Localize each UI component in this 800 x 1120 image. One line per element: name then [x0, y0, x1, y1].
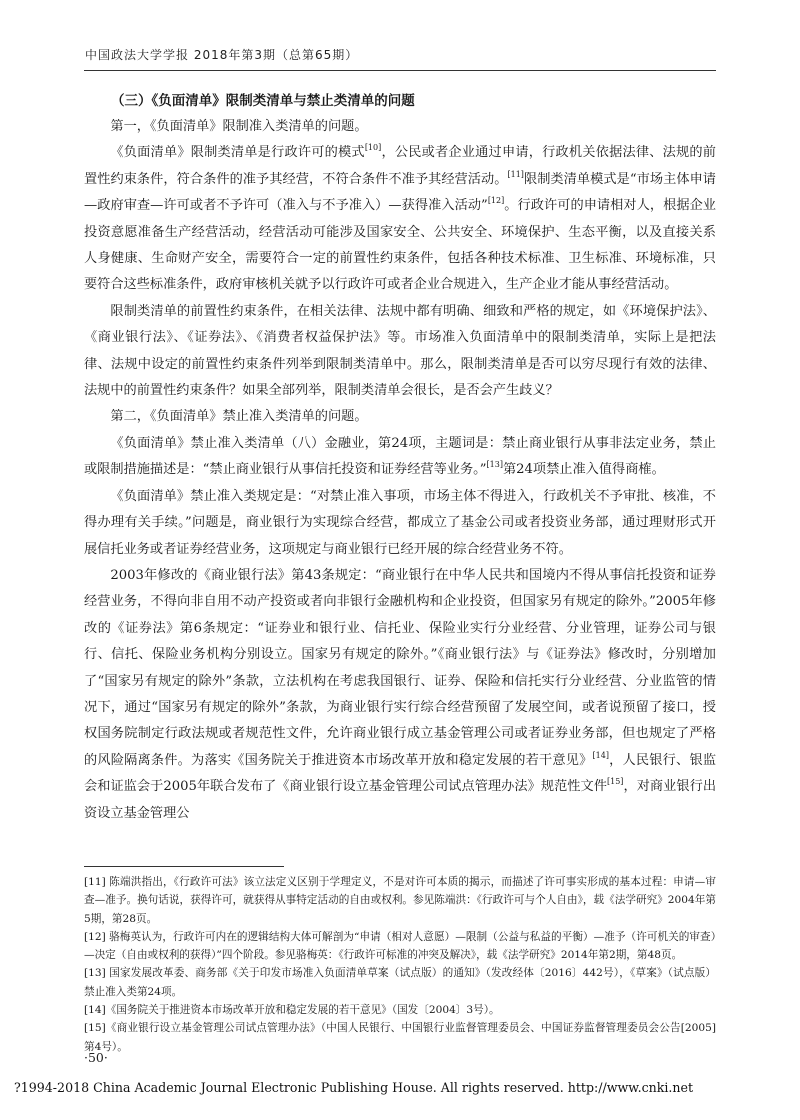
text-run: 第24项禁止准入值得商榷。 [502, 462, 665, 478]
text-run: ，对商业银行出资设立基金管理公 [84, 779, 717, 821]
text-run: ，人民银行、银监会和证监会于2005年联合发布了《商业银行设立基金管理公司试点管理办法》规范性文件 [84, 752, 717, 795]
footnote-ref-12: [12] [487, 196, 505, 206]
paragraph-1: 第一，《负面清单》限制准入类清单的问题。 [110, 119, 368, 134]
text-run: 《负面清单》限制类清单是行政许可的模式 [110, 145, 365, 161]
header-rule [84, 70, 716, 71]
running-head: 中国政法大学学报 2018年第3期（总第65期） [85, 48, 359, 62]
footnote-ref-11: [11] [507, 169, 524, 179]
footnote-15: [15]《商业银行设立基金管理公司试点管理办法》（中国人民银行、中国银行业监督管理委员会、中国证券监督管理委员会公告[2005]第4号）。 [84, 1022, 716, 1053]
article-body [84, 88, 716, 827]
page-number: ·50· [84, 1050, 108, 1065]
paragraph-6: 《负面清单》禁止准入类规定是：“对禁止准入事项，市场主体不得进入，行政机关不予审批、核准，不得办理有关手续。”问题是，商业银行为实现综合经营，都成立了基金公司或者投资业务部，通过理财形式开展信托业务或者证券经营业务，这项规定与商业银行已经开展的综合经营业务不符。 [84, 488, 716, 557]
footnote-ref-13: [13] [486, 460, 503, 470]
copyright-line: ?1994-2018 China Academic Journal Electronic Publishing House. All rights reserved. http://www.cnki.net [14, 1080, 694, 1095]
text-run: 。行政许可的申请相对人，根据企业投资意愿准备生产经营活动，经营活动可能涉及国家安全、公共安全、环境保护、生态平衡，以及直接关系人身健康、生命财产安全，需要符合一定的前置性约束条件，包括各种技术标准、卫生标准、环境标准，只要符合这些标准条件，政府审核机关就予以行政许可或者企业合规进入，生产企业才能从事经营活动。 [84, 198, 716, 293]
footnote-ref-15: [15] [607, 777, 624, 787]
footnote-ref-10: [10] [364, 143, 382, 153]
text-run: 限制类清单模式是“市场主体申请—政府审查—许可或者不予许可（准入与不予准入）—获得准入活动” [84, 171, 716, 214]
paragraph-5 [84, 431, 716, 484]
paragraph-3: 限制类清单的前置性约束条件，在相关法律、法规中都有明确、细致和严格的规定，如《环境保护法》、《商业银行法》、《证券法》、《消费者权益保护法》等。市场准入负面清单中的限制类清单，实际上是把法律、法规中设定的前置性约束条件列举到限制类清单中。那么，限制类清单是否可以穷尽现行有效的法律、法规中的前置性约束条件？如果全部列举，限制类清单会很长，是否会产生歧义？ [84, 303, 716, 399]
text-run: 2003年修改的《商业银行法》第43条规定：“商业银行在中华人民共和国境内不得从事信托投资和证券经营业务，不得向非自用不动产投资或者向非银行金融机构和企业投资，但国家另有规定的除外。”2005年修改的《证券法》第6条规定：“证券业和银行业、信托业、保险业实行分业经营、分业管理，证券公司与银行、信托、保险业务机构分别设立。国家另有规定的除外。”《商业银行法》与《证券法》修改时，分别增加了“国家另有规定的除外”条款，立法机构在考虑我国银行、证券、保险和信托实行分业经营、分业监管的情况下，通过“国家另有规定的除外”条款，为商业银行实行综合经营预留了发展空间，或者说预留了接口，授权国务院制定行政法规或者规范性文件，允许商业银行成立基金管理公司或者证券业务部，但也规定了严格的风险隔离条件。为落实《国务院关于推进资本市场改革开放和稳定发展的若干意见》 [84, 567, 716, 768]
section-heading: （三）《负面清单》限制类清单与禁止类清单的问题 [111, 93, 415, 109]
paragraph-2 [84, 140, 716, 298]
footnote-rule [84, 866, 284, 867]
footnote-12: [12] 骆梅英认为，行政许可内在的逻辑结构大体可解剖为“申请（相对人意愿）—限制（公益与私益的平衡）—准予（许可机关的审查）—决定（自由或权利的获得）”四个阶段。参见骆梅英：《行政许可标准的冲突及解决》，载《法学研究》2014年第2期，第48页。 [84, 930, 716, 962]
footnotes [84, 873, 716, 1056]
text-run: ，公民或者企业通过申请，行政机关依据法律、法规的前置性约束条件，符合条件的准予其经营，不符合条件不准予其经营活动。 [84, 145, 716, 187]
footnote-ref-14: [14] [592, 750, 609, 760]
footnote-14: [14]《国务院关于推进资本市场改革开放和稳定发展的若干意见》（国发〔2004〕3号）。 [84, 1004, 500, 1017]
footnote-13: [13] 国家发展改革委、商务部《关于印发市场准入负面清单草案（试点版）的通知》（发改经体〔2016〕442号），《草案》（试点版）禁止准入类第24项。 [84, 967, 716, 998]
text-run: 《负面清单》禁止准入类清单（八）金融业，第24项，主题词是：禁止商业银行从事非法定业务，禁止或限制措施描述是：“禁止商业银行从事信托投资和证券经营等业务。” [84, 435, 716, 478]
paragraph-4: 第二，《负面清单》禁止准入类清单的问题。 [110, 409, 368, 425]
paragraph-7 [84, 563, 716, 827]
footnote-11: [11] 陈端洪指出，《行政许可法》该立法定义区别于学理定义，不是对许可本质的揭示，而描述了许可事实形成的基本过程：申请—审查—准予。换句话说，获得许可，就获得从事特定活动的自由或权利。参见陈端洪：《行政许可与个人自由》，载《法学研究》2004年第5期，第28页。 [84, 876, 716, 925]
